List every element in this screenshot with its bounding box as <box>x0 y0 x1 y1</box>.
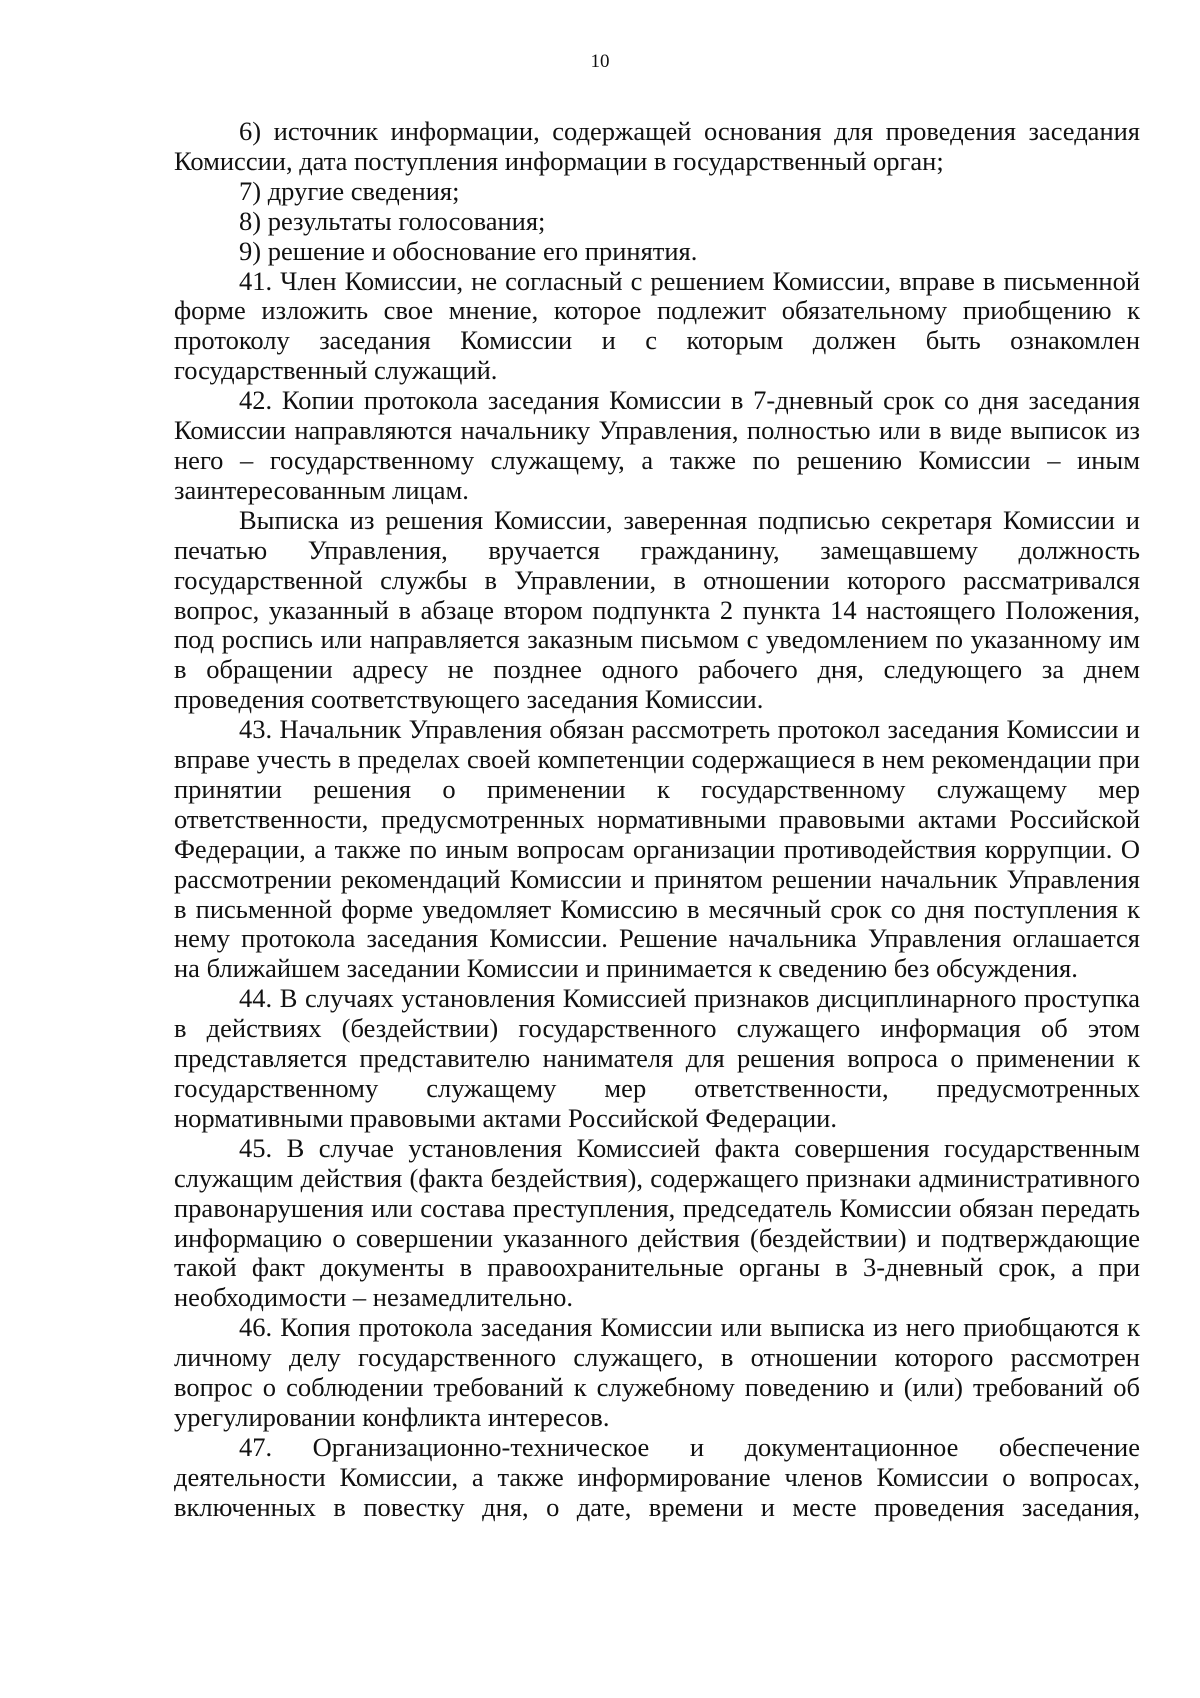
clause-45: 45. В случае установления Комиссией факта совершения государственным служащим действия (факта бездействия), содержащего признаки административного правонарушения или состава преступления, председатель Комиссии обязан передать информацию о совершении указанного действия (бездействии) и подтверждающие такой факт документы в правоохранительные органы в 3-дневный срок, а при необходимости – незамедлительно. <box>174 1132 1140 1313</box>
clause-42: 42. Копии протокола заседания Комиссии в 7-дневный срок со дня заседания Комиссии направляются начальнику Управления, полностью или в виде выписок из него – государственному служащему, а также по решению Комиссии – иным заинтересованным лицам. <box>174 385 1140 505</box>
list-item-9: 9) решение и обоснование его принятия. <box>239 235 698 266</box>
clause-43: 43. Начальник Управления обязан рассмотреть протокол заседания Комиссии и вправе учесть в пределах своей компетенции содержащиеся в нем рекомендации при принятии решения о применении к государственному служащему мер ответственности, предусмотренных нормативными правовыми актами Российской Федерации, а также по иным вопросам организации противодействия коррупции. О рассмотрении рекомендаций Комиссии и принятом решении начальник Управления в письменной форме уведомляет Комиссию в месячный срок со дня поступления к нему протокола заседания Комиссии. Решение начальника Управления оглашается на ближайшем заседании Комиссии и принимается к сведению без обсуждения. <box>174 714 1140 984</box>
clause-47: 47. Организационно-техническое и документационное обеспечение деятельности Комиссии, а также информирование членов Комиссии о вопросах, включенных в повестку дня, о дате, времени и месте проведения заседания, <box>174 1431 1140 1522</box>
document-body <box>174 117 1140 1523</box>
clause-42-extract: Выписка из решения Комиссии, заверенная подписью секретаря Комиссии и печатью Управления, вручается гражданину, замещавшему должность государственной службы в Управлении, в отношении которого рассматривался вопрос, указанный в абзаце втором подпункта 2 пункта 14 настоящего Положения, под роспись или направляется заказным письмом с уведомлением по указанному им в обращении адресу не позднее одного рабочего дня, следующего за днем проведения соответствующего заседания Комиссии. <box>174 504 1140 715</box>
list-item-8: 8) результаты голосования; <box>239 205 546 236</box>
list-item-7: 7) другие сведения; <box>239 175 460 206</box>
clause-41: 41. Член Комиссии, не согласный с решением Комиссии, вправе в письменной форме изложить свое мнение, которое подлежит обязательному приобщению к протоколу заседания Комиссии и с которым должен быть ознакомлен государственный служащий. <box>174 265 1140 386</box>
page-number: 10 <box>590 51 610 72</box>
clause-44: 44. В случаях установления Комиссией признаков дисциплинарного проступка в действиях (бездействии) государственного служащего информация об этом представляется представителю нанимателя для решения вопроса о применении к государственному служащему мер ответственности, предусмотренных нормативными правовыми актами Российской Федерации. <box>174 983 1140 1133</box>
list-item-6: 6) источник информации, содержащей основания для проведения заседания Комиссии, дата поступления информации в государственный орган; <box>174 116 1140 176</box>
clause-46: 46. Копия протокола заседания Комиссии или выписка из него приобщаются к личному делу государственного служащего, в отношении которого рассмотрен вопрос о соблюдении требований к служебному поведению и (или) требований об урегулировании конфликта интересов. <box>174 1312 1140 1432</box>
